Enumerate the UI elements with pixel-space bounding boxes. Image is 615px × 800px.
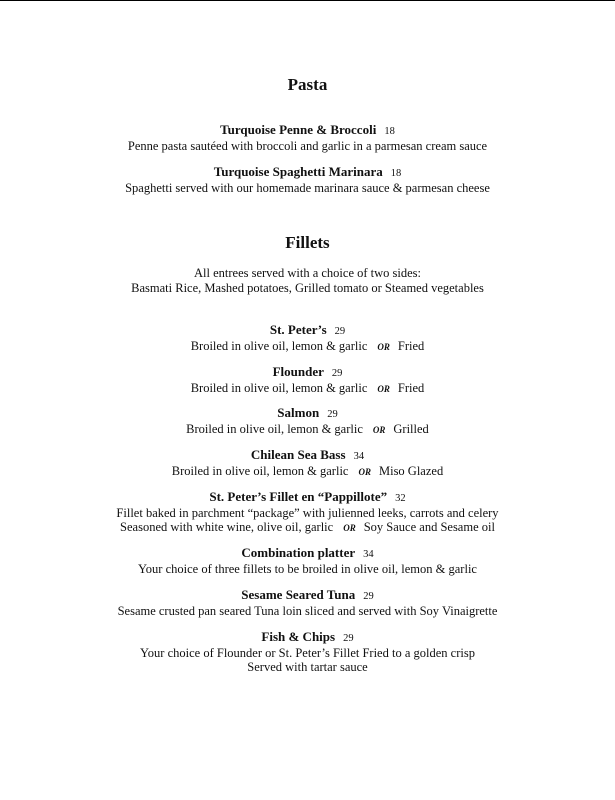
or-separator: OR xyxy=(377,342,390,352)
item-price: 29 xyxy=(363,591,374,602)
item-heading xyxy=(0,364,615,381)
description-text: Your choice of Flounder or St. Peter’s Fillet Fried to a golden crisp xyxy=(140,646,475,660)
item-description xyxy=(0,339,615,354)
item-name: Flounder xyxy=(272,364,324,379)
menu-item-flounder xyxy=(0,364,615,396)
item-description xyxy=(0,562,615,576)
menu-item-combination-platter xyxy=(0,545,615,576)
item-price: 34 xyxy=(353,451,365,462)
item-description xyxy=(0,381,615,396)
item-description xyxy=(0,646,615,660)
item-heading xyxy=(0,447,615,464)
description-text: Broiled in olive oil, lemon & garlic xyxy=(190,381,368,395)
description-text: Penne pasta sautéed with broccoli and garlic in a parmesan cream sauce xyxy=(127,139,488,153)
item-description xyxy=(0,139,615,153)
or-separator: OR xyxy=(377,384,390,394)
item-description xyxy=(0,506,615,520)
item-price: 18 xyxy=(390,168,402,179)
item-description xyxy=(0,604,615,618)
item-heading xyxy=(0,629,615,646)
menu-item-sesame-seared-tuna xyxy=(0,587,615,618)
item-description xyxy=(0,464,615,479)
item-heading xyxy=(0,164,615,181)
item-price: 32 xyxy=(395,493,406,504)
description-text: Your choice of three fillets to be broiled in olive oil, lemon & garlic xyxy=(138,562,477,576)
description-text: Fillet baked in parchment “package” with julienned leeks, carrots and celery xyxy=(116,506,499,520)
item-name: Fish & Chips xyxy=(261,629,336,644)
section-title-pasta: Pasta xyxy=(287,75,328,94)
section-title-fillets: Fillets xyxy=(285,233,330,252)
item-name: St. Peter’s Fillet en “Pappillote” xyxy=(209,489,388,504)
description-alternative: Miso Glazed xyxy=(378,464,444,478)
menu-item-fish-and-chips xyxy=(0,629,615,674)
item-price: 18 xyxy=(384,126,395,137)
description-text: Spaghetti served with our homemade marinara sauce & parmesan cheese xyxy=(125,181,490,195)
item-heading xyxy=(0,122,615,139)
description-text: Broiled in olive oil, lemon & garlic xyxy=(190,339,368,353)
description-text: Broiled in olive oil, lemon & garlic xyxy=(171,464,349,478)
item-name: St. Peter’s xyxy=(269,322,327,337)
item-price: 34 xyxy=(363,549,374,560)
menu-item-st-peters-pappillote xyxy=(0,489,615,535)
description-text: Served with tartar sauce xyxy=(247,660,368,674)
description-alternative: Fried xyxy=(397,381,425,395)
description-text: Broiled in olive oil, lemon & garlic xyxy=(186,422,363,436)
description-text: Sesame crusted pan seared Tuna loin sliced and served with Soy Vinaigrette xyxy=(117,604,498,618)
or-separator: OR xyxy=(358,467,371,477)
item-heading xyxy=(0,322,615,339)
item-name: Combination platter xyxy=(241,545,356,560)
item-price: 29 xyxy=(331,368,343,379)
item-description xyxy=(0,422,615,437)
item-heading xyxy=(0,587,615,604)
item-name: Salmon xyxy=(277,405,320,420)
description-alternative: Soy Sauce and Sesame oil xyxy=(363,520,495,534)
or-separator: OR xyxy=(343,523,356,533)
sides-note-line-2: Basmati Rice, Mashed potatoes, Grilled tomato or Steamed vegetables xyxy=(131,281,484,295)
item-description xyxy=(0,181,615,195)
menu-item-chilean-sea-bass xyxy=(0,447,615,479)
menu-item-penne-broccoli xyxy=(0,122,615,153)
item-name: Turquoise Spaghetti Marinara xyxy=(213,164,383,179)
sides-note-line-1: All entrees served with a choice of two sides: xyxy=(193,266,421,280)
or-separator: OR xyxy=(372,425,386,435)
menu-item-spaghetti-marinara xyxy=(0,164,615,195)
item-description xyxy=(0,520,615,535)
item-heading xyxy=(0,489,615,506)
item-price: 29 xyxy=(343,633,354,644)
description-alternative: Grilled xyxy=(393,422,429,436)
item-name: Chilean Sea Bass xyxy=(250,447,346,462)
menu-item-salmon xyxy=(0,405,615,437)
item-price: 29 xyxy=(334,326,346,337)
item-price: 29 xyxy=(327,409,338,420)
item-heading xyxy=(0,545,615,562)
description-text: Seasoned with white wine, olive oil, garlic xyxy=(120,520,334,534)
item-heading xyxy=(0,405,615,422)
menu-item-st-peters xyxy=(0,322,615,354)
item-name: Sesame Seared Tuna xyxy=(241,587,356,602)
item-description xyxy=(0,660,615,674)
sides-note xyxy=(0,266,615,296)
item-name: Turquoise Penne & Broccoli xyxy=(220,122,377,137)
description-alternative: Fried xyxy=(397,339,425,353)
